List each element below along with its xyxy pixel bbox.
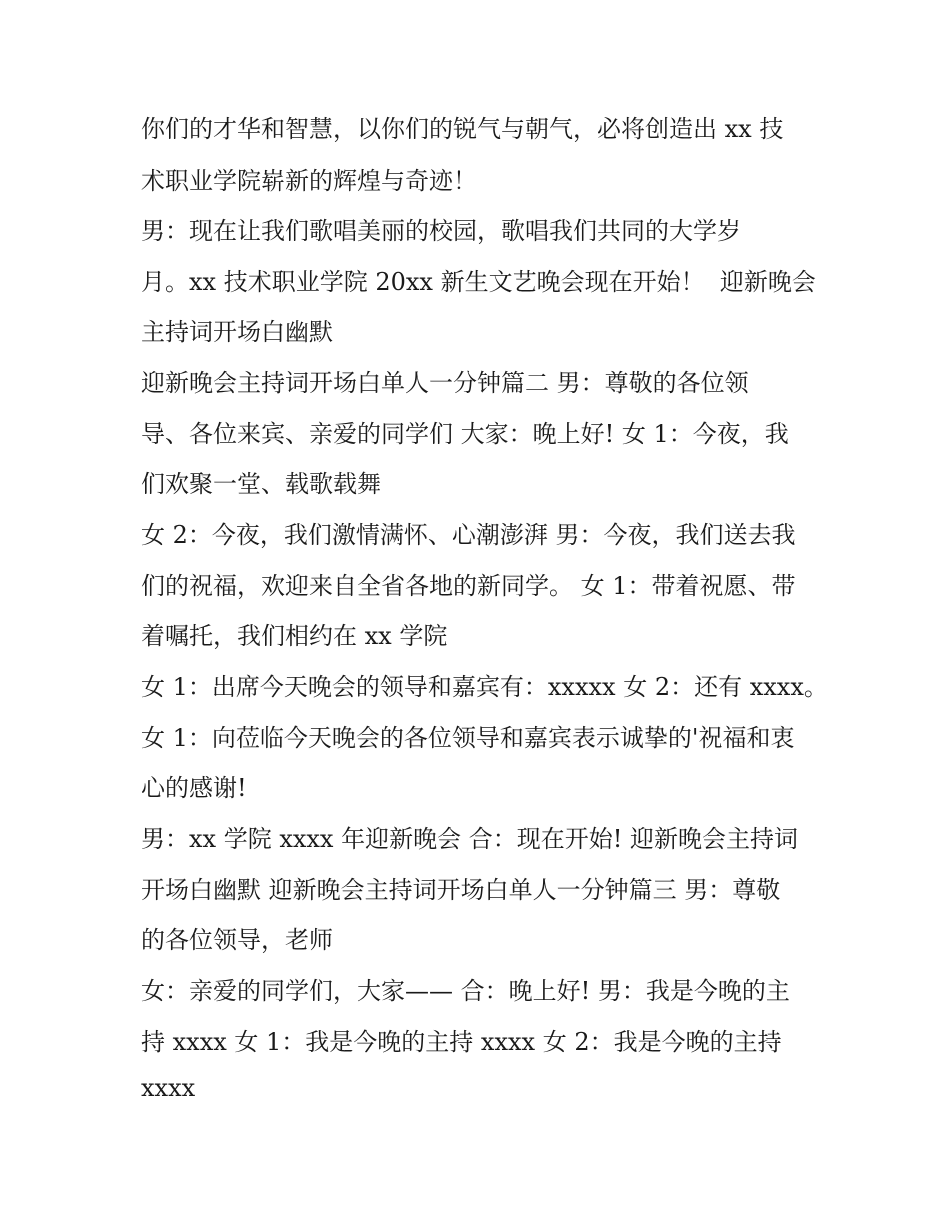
- text-line: 男：现在让我们歌唱美丽的校园，歌唱我们共同的大学岁: [141, 217, 741, 245]
- text-line: 着嘱托，我们相约在 xx 学院: [141, 622, 448, 650]
- text-line: 迎新晚会主持词开场白单人一分钟篇二 男：尊敬的各位领: [141, 369, 749, 397]
- text-line: 术职业学院崭新的辉煌与奇迹！: [141, 167, 477, 195]
- text-line: 女 2：今夜，我们激情满怀、心潮澎湃 男：今夜，我们送去我: [141, 521, 796, 549]
- text-line: 们的祝福，欢迎来自全省各地的新同学。 女 1：带着祝愿、带: [141, 572, 796, 600]
- text-line: 的各位领导，老师: [141, 926, 333, 954]
- text-line: 导、各位来宾、亲爱的同学们 大家：晚上好! 女 1：今夜，我: [141, 420, 789, 448]
- text-line: 开场白幽默 迎新晚会主持词开场白单人一分钟篇三 男：尊敬: [141, 876, 781, 904]
- text-line: 女 1：出席今天晚会的领导和嘉宾有：xxxxx 女 2：还有 xxxx。: [141, 673, 828, 701]
- text-line: 女：亲爱的同学们，大家—— 合：晚上好! 男：我是今晚的主: [141, 977, 790, 1005]
- text-line: 心的感谢!: [141, 774, 247, 802]
- text-line: 男：xx 学院 xxxx 年迎新晚会 合：现在开始! 迎新晚会主持词: [141, 825, 798, 853]
- text-line: 持 xxxx 女 1：我是今晚的主持 xxxx 女 2：我是今晚的主持: [141, 1028, 782, 1056]
- text-line: 们欢聚一堂、载歌载舞: [141, 470, 381, 498]
- text-line: xxxx: [141, 1074, 196, 1102]
- text-line: 你们的才华和智慧，以你们的锐气与朝气，必将创造出 xx 技: [141, 115, 784, 143]
- text-line: 女 1：向莅临今天晚会的各位领导和嘉宾表示诚挚的'祝福和衷: [141, 724, 795, 752]
- text-line: 月。xx 技术职业学院 20xx 新生文艺晚会现在开始！ 迎新晚会: [141, 268, 816, 296]
- text-line: 主持词开场白幽默: [141, 318, 333, 346]
